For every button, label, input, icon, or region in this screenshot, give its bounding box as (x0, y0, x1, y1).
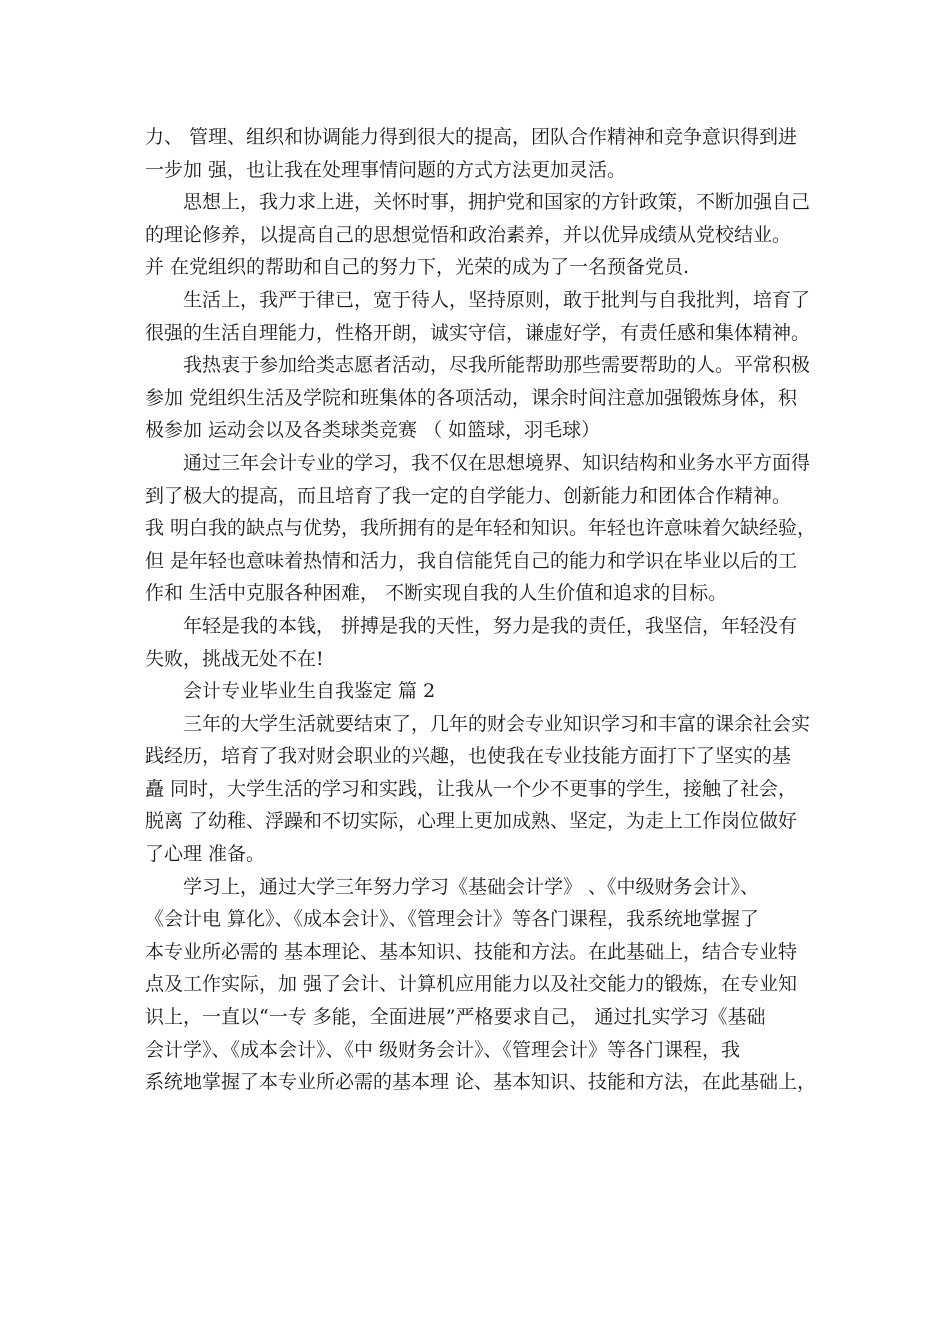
text-line: 很强的生活自理能力，性格开朗，诚实守信，谦虚好学，有责任感和集体精神。 (145, 321, 811, 344)
text-line: 践经历，培育了我对财会职业的兴趣，也使我在专业技能方面打下了坚实的基 (145, 745, 792, 768)
text-line: 作和 生活中克服各种困难， 不断实现自我的人生价值和追求的目标。 (145, 582, 728, 605)
text-line: 会计学》、《成本会计》、《中 级财务会计》、《管理会计》等各门课程，我 (145, 1038, 741, 1061)
text-line: 点及工作实际，加 强了会计、计算机应用能力以及社交能力的锻炼，在专业知 (145, 973, 798, 996)
section-heading: 会计专业毕业生自我鉴定 篇 2 (145, 680, 436, 703)
text-line: 年轻是我的本钱， 拼搏是我的天性，努力是我的责任，我坚信，年轻没有 (145, 614, 798, 637)
document-body (145, 121, 825, 1099)
text-line: 极参加 运动会以及各类球类竞赛 （ 如篮球，羽毛球） (145, 419, 601, 442)
text-line: 脱离 了幼稚、浮躁和不切实际，心理上更加成熟、坚定，为走上工作岗位做好 (145, 810, 798, 833)
text-line: 三年的大学生活就要结束了，几年的财会专业知识学习和丰富的课余社会实 (145, 712, 811, 735)
text-line: 《会计电 算化》、《成本会计》、《管理会计》等各门课程，我系统地掌握了 (145, 908, 760, 931)
text-line: 一步加 强，也让我在处理事情问题的方式方法更加灵活。 (145, 158, 627, 181)
text-line: 本专业所必需的 基本理论、基本知识、技能和方法。在此基础上，结合专业特 (145, 940, 798, 963)
text-line: 失败，挑战无处不在! (145, 647, 324, 670)
text-line: 力、 管理、组织和协调能力得到很大的提高，团队合作精神和竞争意识得到进 (145, 126, 798, 148)
text-line: 并 在党组织的帮助和自己的努力下，光荣的成为了一名预备党员. (145, 256, 690, 279)
text-line: 系统地掌握了本专业所必需的基本理 论、基本知识、技能和方法，在此基础上， (145, 1071, 817, 1094)
text-line: 思想上，我力求上进，关怀时事，拥护党和国家的方针政策，不断加强自己 (145, 191, 811, 214)
text-line: 生活上，我严于律已，宽于待人，坚持原则，敢于批判与自我批判，培育了 (145, 288, 811, 311)
text-line: 了心理 准备。 (145, 843, 266, 866)
text-line: 参加 党组织生活及学院和班集体的各项活动，课余时间注意加强锻炼身体，积 (145, 386, 798, 409)
text-line: 矗 同时，大学生活的学习和实践，让我从一个少不更事的学生，接触了社会， (145, 777, 798, 800)
text-line: 我 明白我的缺点与优势，我所拥有的是年轻和知识。年轻也许意味着欠缺经验， (145, 517, 817, 540)
text-line: 但 是年轻也意味着热情和活力，我自信能凭自己的能力和学识在毕业以后的工 (145, 549, 798, 572)
text-line: 的理论修养，以提高自己的思想觉悟和政治素养，并以优异成绩从党校结业。 (145, 223, 792, 246)
text-line: 通过三年会计专业的学习，我不仅在思想境界、知识结构和业务水平方面得 (145, 451, 811, 474)
text-line: 我热衷于参加给类志愿者活动，尽我所能帮助那些需要帮助的人。平常积极 (145, 354, 811, 377)
text-line: 到了极大的提高，而且培育了我一定的自学能力、创新能力和团体合作精神。 (145, 484, 792, 507)
text-line: 学习上，通过大学三年努力学习《基础会计学》 、《中级财务会计》、 (145, 875, 760, 898)
text-line: 识上，一直以“一专 多能，全面进展”严格要求自己， 通过扎实学习《基础 (145, 1006, 766, 1029)
